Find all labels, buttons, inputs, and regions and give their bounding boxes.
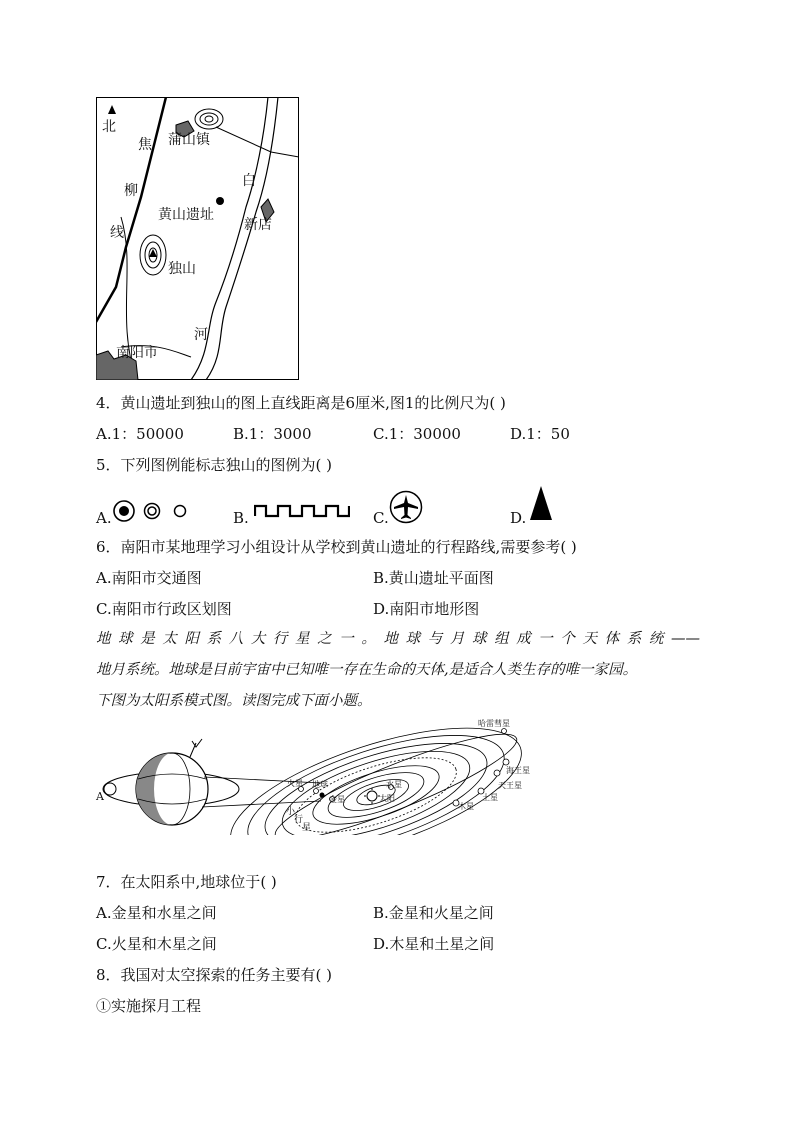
airport-legend-icon <box>389 490 423 524</box>
peak-legend-icon <box>528 485 554 521</box>
q7-option-b: B.金星和火星之间 <box>373 904 494 922</box>
label-uranus: 天王星 <box>498 781 522 790</box>
label-dushan: 独山 <box>168 261 196 277</box>
label-earth: 地球 <box>312 780 328 789</box>
q4-stem: 4．黄山遗址到独山的图上直线距离是6厘米,图1的比例尺为( ) <box>96 394 506 412</box>
label-asteroid-2: 行 <box>294 815 304 825</box>
label-sun: 太阳 <box>379 794 395 803</box>
q4-option-a: A.1：50000 <box>96 425 184 443</box>
map-figure <box>96 97 299 380</box>
passage-line-3: 下图为太阳系模式图。读图完成下面小题。 <box>96 693 372 709</box>
q8-item-1: ①实施探月工程 <box>96 997 202 1015</box>
label-pushan: 蒲山镇 <box>168 132 210 148</box>
q6-option-b: B.黄山遗址平面图 <box>373 569 494 587</box>
q5-option-d: D. <box>510 509 527 527</box>
label-point-a: A <box>96 790 104 803</box>
label-bai: 白 <box>242 173 256 189</box>
label-halley: 哈雷彗星 <box>478 719 510 728</box>
label-jupiter: 木星 <box>458 802 474 811</box>
q5-stem: 5．下列图例能标志独山的图例为( ) <box>96 456 333 474</box>
label-nanyang: 南阳市 <box>116 345 158 361</box>
q7-option-a: A.金星和水星之间 <box>96 904 217 922</box>
q4-option-b: B.1：3000 <box>233 425 312 443</box>
q7-stem: 7．在太阳系中,地球位于( ) <box>96 873 277 891</box>
q5-option-b: B. <box>233 509 249 527</box>
q6-option-c: C.南阳市行政区划图 <box>96 600 232 618</box>
label-xian: 线 <box>110 225 124 241</box>
q7-option-c: C.火星和木星之间 <box>96 935 217 953</box>
q4-option-d: D.1：50 <box>510 425 570 443</box>
settlement-legend-icon <box>110 498 190 524</box>
label-mars: 火星 <box>287 779 303 788</box>
label-neptune: 海王星 <box>506 766 530 775</box>
label-xindian: 新店 <box>244 217 272 233</box>
solar-system-drawing <box>96 717 536 835</box>
solar-system-figure <box>96 717 536 835</box>
wall-legend-icon <box>254 500 350 520</box>
label-asteroid-1: 小 <box>286 807 296 817</box>
q7-option-d: D.木星和土星之间 <box>373 935 495 953</box>
q6-option-d: D.南阳市地形图 <box>373 600 480 618</box>
label-liu: 柳 <box>124 183 138 199</box>
label-asteroid-3: 星 <box>302 823 312 833</box>
q6-option-a: A.南阳市交通图 <box>96 569 202 587</box>
q5-option-c: C. <box>373 509 389 527</box>
label-saturn: 土星 <box>482 793 498 802</box>
label-huangshan: 黄山遗址 <box>158 207 214 223</box>
q6-stem: 6．南阳市某地理学习小组设计从学校到黄山遗址的行程路线,需要参考( ) <box>96 538 577 556</box>
passage-line-1: 地球是太阳系八大行星之一。地球与月球组成一个天体系统—— <box>96 631 700 647</box>
north-label: 北 <box>102 119 116 135</box>
q8-stem: 8．我国对太空探索的任务主要有( ) <box>96 966 333 984</box>
q5-option-a: A. <box>96 509 112 527</box>
label-venus: 金星 <box>329 795 345 804</box>
label-jiao: 焦 <box>138 137 152 153</box>
passage-line-2: 地月系统。地球是目前宇宙中已知唯一存在生命的天体,是适合人类生存的唯一家园。 <box>96 662 638 678</box>
q4-option-c: C.1：30000 <box>373 425 461 443</box>
label-mercury: 水星 <box>386 780 402 789</box>
label-he: 河 <box>194 327 208 343</box>
